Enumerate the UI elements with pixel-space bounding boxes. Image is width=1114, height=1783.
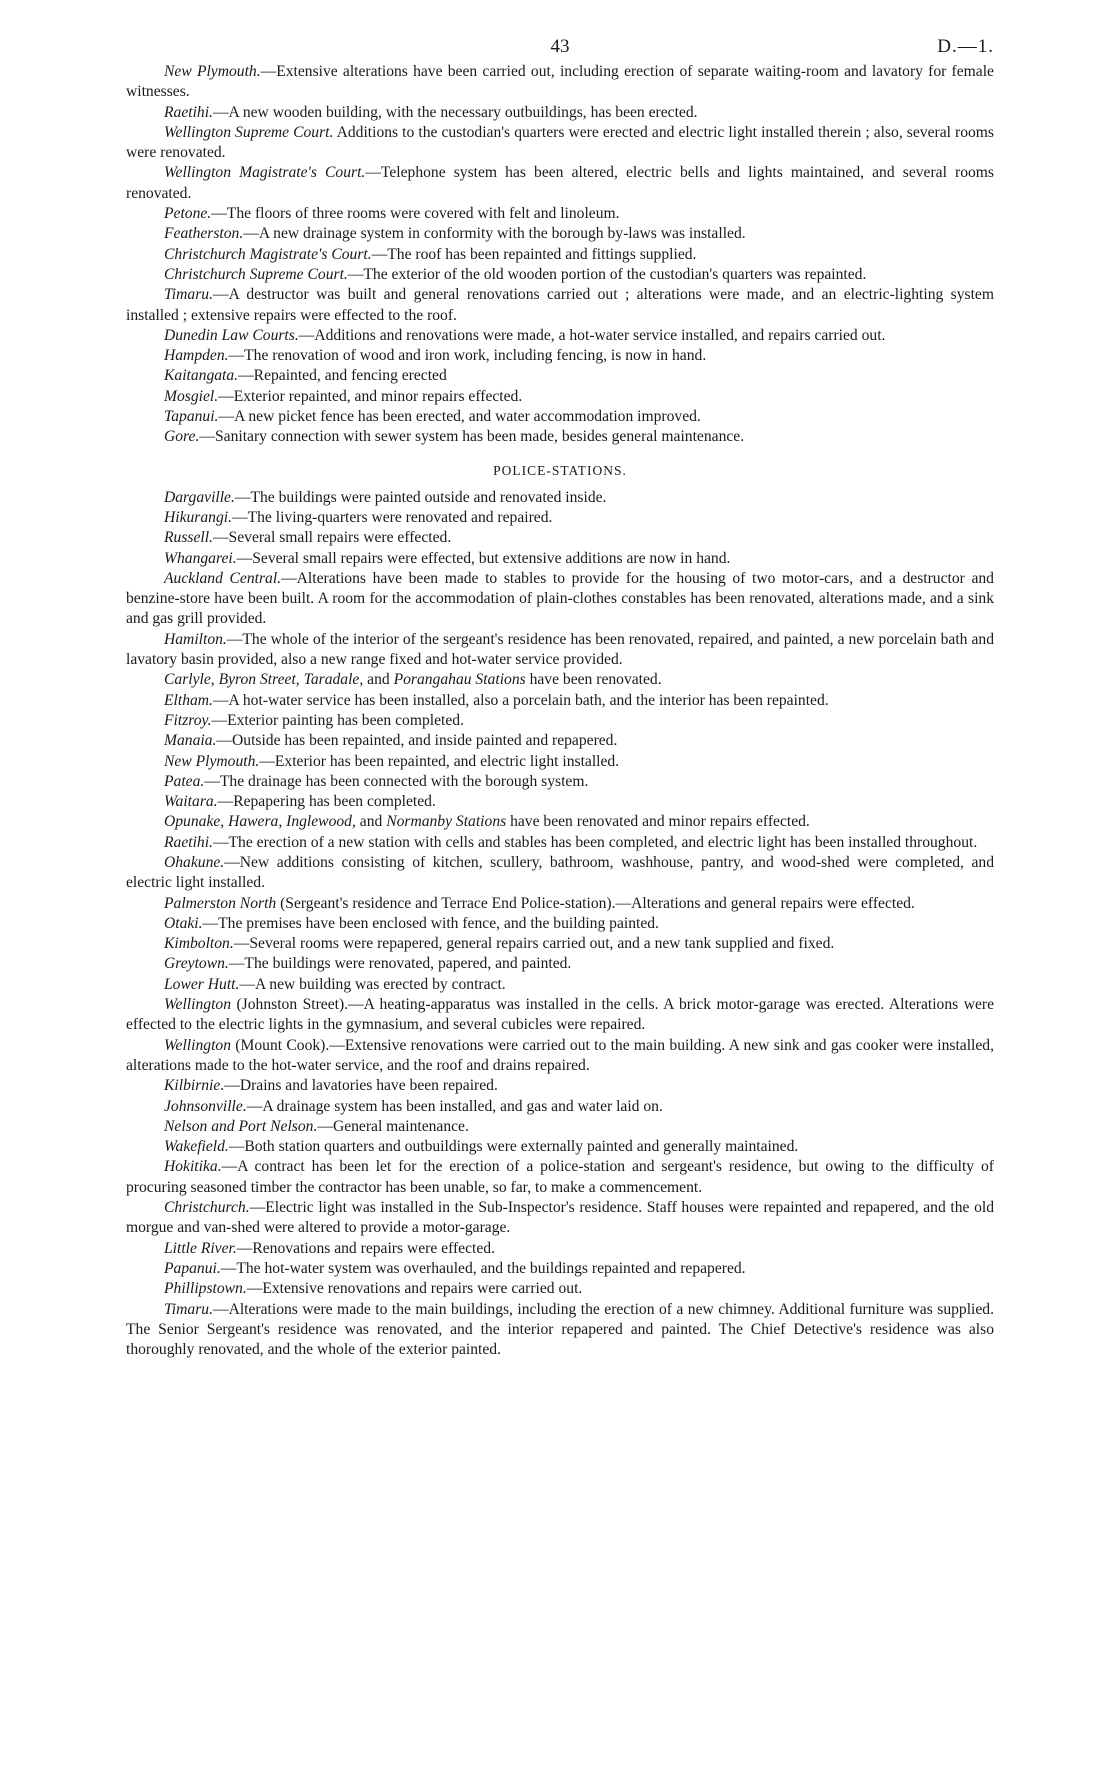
paragraph-text: —Several small repairs were effected. xyxy=(212,529,452,547)
paragraph-text: have been renovated and minor repairs effected. xyxy=(506,813,810,831)
paragraph xyxy=(126,488,994,508)
paragraph xyxy=(126,366,994,386)
place-name: Dargaville. xyxy=(164,488,235,506)
paragraph-text: —The buildings were painted outside and renovated inside. xyxy=(234,488,607,506)
place-name: Papanui. xyxy=(164,1259,221,1277)
paragraph xyxy=(126,1036,994,1077)
paragraph xyxy=(126,772,994,792)
courthouses-section xyxy=(126,62,994,448)
place-name: Christchurch Supreme Court. xyxy=(164,265,348,283)
paragraph-text: —A drainage system has been installed, and gas and water laid on. xyxy=(246,1097,663,1115)
place-name: Carlyle, Byron Street, Taradale, xyxy=(164,671,364,689)
paragraph-text: —Drains and lavatories have been repaired. xyxy=(224,1077,498,1095)
paragraph xyxy=(126,569,994,630)
paragraph-text: —Several small repairs were effected, but extensive additions are now in hand. xyxy=(236,549,731,567)
place-name: Hikurangi. xyxy=(164,508,233,526)
place-name: Normanby Stations xyxy=(386,813,507,831)
paragraph xyxy=(126,407,994,427)
paragraph-text: —Outside has been repainted, and inside painted and repapered. xyxy=(216,732,618,750)
paragraph xyxy=(126,508,994,528)
paragraph xyxy=(126,245,994,265)
place-name: Tapanui. xyxy=(164,408,219,426)
paragraph xyxy=(126,1198,994,1239)
paragraph xyxy=(126,123,994,164)
place-name: Timaru. xyxy=(164,286,213,304)
paragraph-text: (Mount Cook).—Extensive renovations were carried out to the main building. A new sink and gas cooker were installed, alterations made to the hot-water service, and the roof and drains repaired. xyxy=(126,1036,994,1074)
paragraph xyxy=(126,346,994,366)
paragraph-text: —Several rooms were repapered, general repairs carried out, and a new tank supplied and fixed. xyxy=(233,935,835,953)
place-name: Phillipstown. xyxy=(164,1280,247,1298)
place-name: Wellington Magistrate's Court. xyxy=(164,164,366,182)
paragraph xyxy=(126,1279,994,1299)
place-name: New Plymouth. xyxy=(164,63,261,80)
paragraph xyxy=(126,326,994,346)
paragraph-text: —Exterior has been repainted, and electric light installed. xyxy=(259,752,620,770)
place-name: Little River. xyxy=(164,1239,237,1257)
paragraph xyxy=(126,1157,994,1198)
paragraph xyxy=(126,1239,994,1259)
paragraph xyxy=(126,731,994,751)
place-name: Palmerston North xyxy=(164,894,277,912)
paragraph-text: —Telephone system has been altered, electric bells and lights maintained, and several rooms renovated. xyxy=(126,164,994,202)
paragraph-text: —Repainted, and fencing erected xyxy=(238,367,447,385)
place-name: Featherston. xyxy=(164,225,244,243)
paragraph xyxy=(126,265,994,285)
paragraph-text: —Additions and renovations were made, a hot-water service installed, and repairs carried out. xyxy=(298,326,886,344)
paragraph xyxy=(126,630,994,671)
paragraph-text: —A new drainage system in conformity with the borough by-laws was installed. xyxy=(243,225,746,243)
document-reference: D.—1. xyxy=(937,36,994,57)
paragraph-text: —Renovations and repairs were effected. xyxy=(236,1239,495,1257)
place-name: Auckland Central. xyxy=(164,569,282,587)
place-name: Nelson and Port Nelson. xyxy=(164,1117,318,1135)
place-name: Dunedin Law Courts. xyxy=(164,326,299,344)
place-name: Raetihi. xyxy=(164,103,213,121)
place-name: Johnsonville. xyxy=(164,1097,247,1115)
paragraph-text: —Repapering has been completed. xyxy=(217,793,436,811)
paragraph-text: —A new wooden building, with the necessary outbuildings, has been erected. xyxy=(212,103,698,121)
place-name: Manaia. xyxy=(164,732,217,750)
place-name: Petone. xyxy=(164,205,212,223)
paragraph-text: —A destructor was built and general renovations carried out ; alterations were made, and an electric-lighting system installed ; extensive repairs were effected to the roof. xyxy=(126,286,994,324)
paragraph xyxy=(126,752,994,772)
place-name: Whangarei. xyxy=(164,549,237,567)
place-name: Waitara. xyxy=(164,793,218,811)
place-name: Porangahau Stations xyxy=(393,671,526,689)
paragraph xyxy=(126,812,994,832)
paragraph-text: —The drainage has been connected with the borough system. xyxy=(204,772,589,790)
paragraph-text: —A new picket fence has been erected, and water accommodation improved. xyxy=(218,408,701,426)
paragraph xyxy=(126,954,994,974)
paragraph xyxy=(126,914,994,934)
paragraph-text: (Johnston Street).—A heating-apparatus was installed in the cells. A brick motor-garage was erected. Alterations were effected to the electric lights in the gymnasium, and several cubicles were repaired. xyxy=(126,996,994,1034)
paragraph xyxy=(126,1137,994,1157)
paragraph xyxy=(126,1117,994,1137)
place-name: Russell. xyxy=(164,529,213,547)
paragraph-text: —The buildings were renovated, papered, and painted. xyxy=(228,955,572,973)
place-name: Wellington xyxy=(164,1036,231,1054)
paragraph-text: —The hot-water system was overhauled, and the buildings repainted and repapered. xyxy=(220,1259,746,1277)
place-name: Kaitangata. xyxy=(164,367,239,385)
place-name: Greytown. xyxy=(164,955,229,973)
paragraph xyxy=(126,833,994,853)
paragraph xyxy=(126,975,994,995)
paragraph-text: —Exterior painting has been completed. xyxy=(211,711,464,729)
paragraph xyxy=(126,1259,994,1279)
place-name: Fitzroy. xyxy=(164,711,212,729)
place-name: Lower Hutt. xyxy=(164,975,240,993)
place-name: Christchurch Magistrate's Court. xyxy=(164,245,372,263)
paragraph xyxy=(126,691,994,711)
place-name: Gore. xyxy=(164,428,200,446)
paragraph-text: —The erection of a new station with cells and stables has been completed, and electric light has been installed throughout. xyxy=(212,833,978,851)
police-stations-section xyxy=(126,488,994,1361)
paragraph-text: —The renovation of wood and iron work, including fencing, is now in hand. xyxy=(228,347,707,365)
paragraph-text: (Sergeant's residence and Terrace End Police-station).—Alterations and general repairs were effected. xyxy=(276,894,915,912)
paragraph xyxy=(126,1076,994,1096)
paragraph-text: Additions to the custodian's quarters were erected and electric light installed therein ; also, several rooms were renovated. xyxy=(126,123,994,162)
place-name: Patea. xyxy=(164,772,205,790)
paragraph-text: —New additions consisting of kitchen, scullery, bathroom, washhouse, pantry, and wood-shed were completed, and electric light installed. xyxy=(126,853,994,892)
paragraph xyxy=(126,62,994,103)
place-name: Hokitika. xyxy=(164,1158,222,1176)
paragraph xyxy=(126,163,994,204)
paragraph-text: —Alterations were made to the main buildings, including the erection of a new chimney. Additional furniture was supplied. The Senior Sergeant's residence was renovated, and the interior repapered and painted. The Chief Detective's residence was also thoroughly renovated, and the whole of the exterior painted. xyxy=(126,1300,994,1359)
paragraph xyxy=(126,1300,994,1361)
paragraph xyxy=(126,427,994,447)
place-name: Raetihi. xyxy=(164,833,213,851)
paragraph xyxy=(126,853,994,894)
paragraph-text: and xyxy=(363,671,394,689)
place-name: Christchurch. xyxy=(164,1199,250,1217)
paragraph xyxy=(126,934,994,954)
paragraph xyxy=(126,285,994,326)
paragraph-text: have been renovated. xyxy=(525,671,662,689)
paragraph-text: —Extensive alterations have been carried out, including erection of separate waiting-room and lavatory for female witnesses. xyxy=(126,63,994,101)
paragraph xyxy=(126,894,994,914)
paragraph-text: —A hot-water service has been installed, also a porcelain bath, and the interior has been repainted. xyxy=(212,691,829,709)
page-number: 43 xyxy=(550,36,570,57)
place-name: Opunake, Hawera, Inglewood, xyxy=(164,813,356,831)
place-name: Mosgiel. xyxy=(164,387,219,405)
place-name: Wellington xyxy=(164,996,231,1014)
paragraph-text: —Electric light was installed in the Sub-Inspector's residence. Staff houses were repainted and repapered, and the old morgue and van-shed were altered to provide a motor-garage. xyxy=(126,1199,994,1237)
paragraph xyxy=(126,528,994,548)
paragraph xyxy=(126,711,994,731)
paragraph xyxy=(126,224,994,244)
paragraph xyxy=(126,387,994,407)
place-name: Ohakune. xyxy=(164,853,225,871)
place-name: Otaki. xyxy=(164,914,203,932)
paragraph-text: —The roof has been repainted and fittings supplied. xyxy=(371,245,697,263)
paragraph xyxy=(126,792,994,812)
paragraph-text: —Alterations have been made to stables to provide for the housing of two motor-cars, and a destructor and benzine-store have been built. A room for the accommodation of plain-clothes constables has been renovated, alterations made, and a sink and gas grill provided. xyxy=(126,569,994,628)
paragraph-text: —The living-quarters were renovated and repaired. xyxy=(232,508,553,526)
paragraph-text: —Sanitary connection with sewer system has been made, besides general maintenance. xyxy=(199,428,745,446)
paragraph xyxy=(126,1097,994,1117)
page-header xyxy=(126,36,994,62)
place-name: Kimbolton. xyxy=(164,935,234,953)
place-name: Timaru. xyxy=(164,1300,213,1318)
paragraph xyxy=(126,549,994,569)
paragraph-text: —Extensive renovations and repairs were carried out. xyxy=(246,1280,583,1298)
paragraph-text: —A contract has been let for the erection of a police-station and sergeant's residence, but owing to the difficulty of procuring seasoned timber the contractor has been unable, so far, to make a commencement. xyxy=(126,1158,994,1196)
place-name: Eltham. xyxy=(164,691,213,709)
place-name: Hampden. xyxy=(164,347,229,365)
paragraph-text: —The exterior of the old wooden portion of the custodian's quarters was repainted. xyxy=(347,265,867,283)
place-name: Wellington Supreme Court. xyxy=(164,123,334,141)
paragraph xyxy=(126,103,994,123)
place-name: Hamilton. xyxy=(164,630,227,648)
paragraph-text: —Both station quarters and outbuildings were externally painted and generally maintained. xyxy=(228,1138,799,1156)
place-name: Kilbirnie. xyxy=(164,1077,225,1095)
paragraph-text: —Exterior repainted, and minor repairs effected. xyxy=(218,387,523,405)
paragraph xyxy=(126,995,994,1036)
section-heading-police-stations: POLICE-STATIONS. xyxy=(493,462,627,478)
place-name: Wakefield. xyxy=(164,1138,229,1156)
paragraph-text: —The floors of three rooms were covered with felt and linoleum. xyxy=(211,205,620,223)
paragraph xyxy=(126,670,994,690)
paragraph-text: —The whole of the interior of the sergeant's residence has been renovated, repaired, and painted, a new porcelain bath and lavatory basin provided, also a new range fixed and hot-water service provided. xyxy=(126,630,994,669)
paragraph-text: —The premises have been enclosed with fence, and the building painted. xyxy=(202,914,659,932)
paragraph xyxy=(126,204,994,224)
place-name: New Plymouth. xyxy=(164,752,260,770)
paragraph-text: and xyxy=(355,813,387,831)
paragraph-text: —General maintenance. xyxy=(317,1117,469,1135)
paragraph-text: —A new building was erected by contract. xyxy=(239,975,506,993)
